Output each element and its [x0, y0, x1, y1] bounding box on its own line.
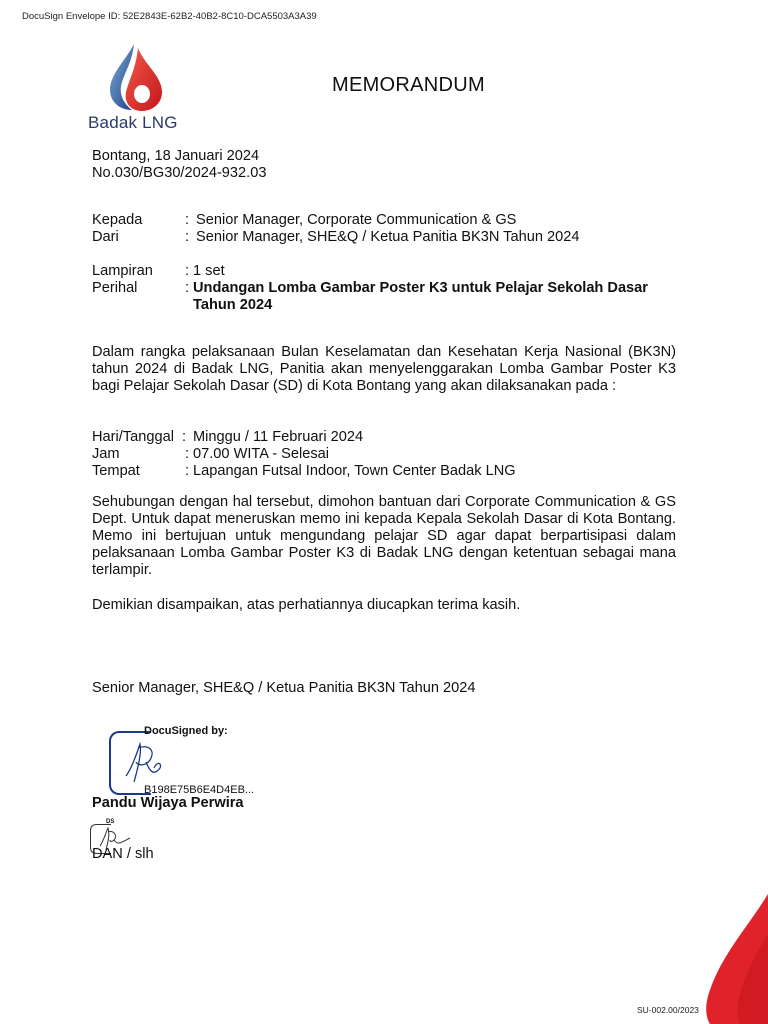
kepada-value: Senior Manager, Corporate Communication & GS	[196, 212, 517, 228]
intro-paragraph: Dalam rangka pelaksanaan Bulan Keselamatan dan Kesehatan Kerja Nasional (BK3N) tahun 2024 di Badak LNG, Panitia akan menyelenggarakan Lomba Gambar Poster K3 bagi Pelajar Sekolah Dasar (SD) di Kota Bontang yang akan dilaksanakan pada :	[92, 344, 676, 394]
lampiran-value: 1 set	[193, 263, 225, 279]
place-value: Lapangan Futsal Indoor, Town Center Badak LNG	[193, 463, 516, 479]
recipient-block	[0, 212, 768, 252]
dari-value: Senior Manager, SHE&Q / Ketua Panitia BK3N Tahun 2024	[196, 229, 580, 245]
lampiran-label: Lampiran	[92, 263, 153, 279]
colon: :	[185, 229, 190, 245]
company-logo	[88, 42, 188, 134]
perihal-value-line2: Tahun 2024	[193, 297, 273, 313]
colon: :	[185, 463, 190, 479]
kepada-label: Kepada	[92, 212, 143, 228]
colon: :	[185, 446, 190, 462]
dari-label: Dari	[92, 229, 119, 245]
perihal-value-line1: Undangan Lomba Gambar Poster K3 untuk Pelajar Sekolah Dasar	[193, 280, 648, 296]
subject-block	[0, 263, 768, 315]
colon: :	[185, 280, 190, 296]
time-label: Jam	[92, 446, 120, 462]
signature-scribble-icon	[120, 738, 180, 786]
date-value: Minggu / 11 Februari 2024	[193, 429, 364, 445]
envelope-id: DocuSign Envelope ID: 52E2843E-62B2-40B2-8C10-DCA5503A3A39	[22, 11, 317, 22]
colon: :	[185, 263, 190, 279]
ds-tag: DS	[106, 819, 115, 825]
colon: :	[185, 212, 190, 228]
time-value: 07.00 WITA - Selesai	[193, 446, 329, 462]
initials-text: DAN / slh	[92, 846, 154, 862]
closing-text: Demikian disampaikan, atas perhatiannya diucapkan terima kasih.	[92, 597, 521, 613]
event-details	[0, 429, 768, 481]
drop-logo-icon	[106, 42, 168, 112]
logo-text: Badak LNG	[88, 113, 178, 132]
date-label: Hari/Tanggal	[92, 429, 174, 445]
colon: :	[182, 429, 187, 445]
decorative-swoosh-icon	[698, 894, 768, 1024]
signatory-title: Senior Manager, SHE&Q / Ketua Panitia BK3N Tahun 2024	[92, 680, 476, 696]
docusign-label: DocuSigned by:	[144, 725, 228, 737]
request-paragraph: Sehubungan dengan hal tersebut, dimohon bantuan dari Corporate Communication & GS Dept. Untuk dapat meneruskan memo ini kepada Kepala Sekolah Dasar di Kota Bontang. Memo ini bertujuan untuk mengundang pelajar SD agar dapat berpartisipasi dalam pelaksanaan Lomba Gambar Poster K3 di Badak LNG dengan ketentuan sebagai mana terlampir.	[92, 494, 676, 578]
place-label: Tempat	[92, 463, 140, 479]
memo-title: MEMORANDUM	[332, 74, 485, 96]
docusign-id: B198E75B6E4D4EB...	[144, 784, 255, 796]
place-date: Bontang, 18 Januari 2024	[92, 148, 260, 164]
signer-name: Pandu Wijaya Perwira	[92, 795, 244, 811]
footer-code: SU-002.00/2023	[637, 1005, 699, 1015]
memo-number: No.030/BG30/2024-932.03	[92, 165, 267, 181]
perihal-label: Perihal	[92, 280, 138, 296]
